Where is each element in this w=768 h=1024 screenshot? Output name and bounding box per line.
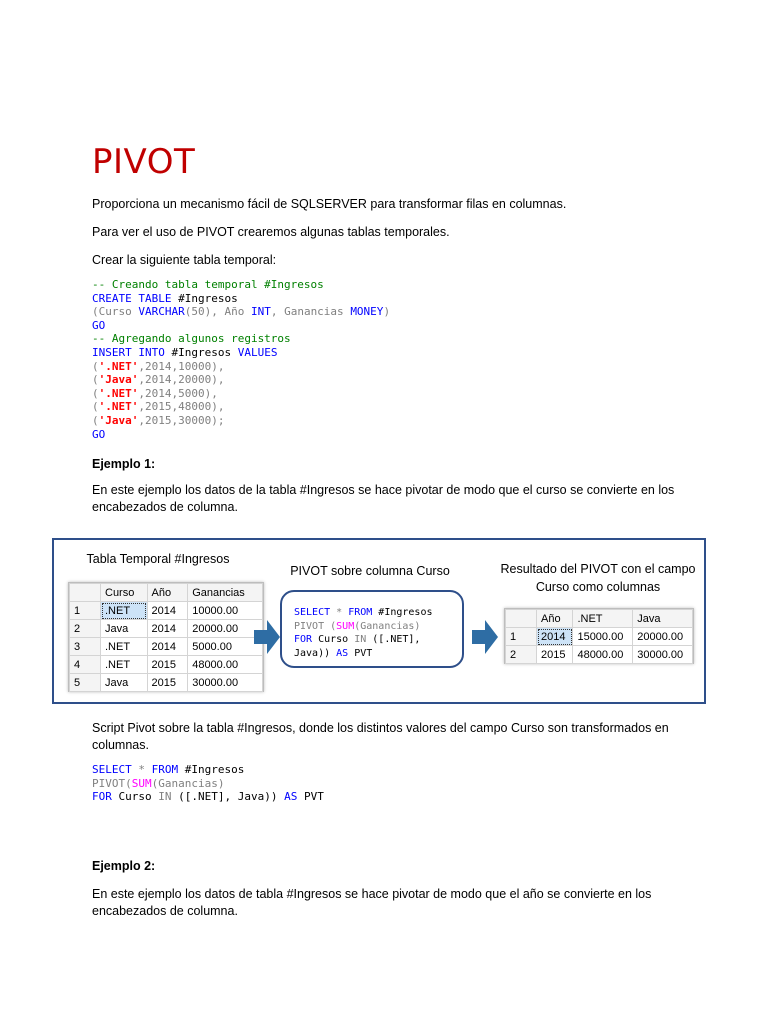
table-cell: 5000.00 [188, 638, 263, 656]
callout-code [294, 606, 433, 660]
code-keyword: CREATE [92, 291, 132, 305]
code-text: PIVOT ( [294, 620, 337, 632]
intro-text: Proporciona un mecanismo fácil de SQLSERVER para transformar filas en columnas. [92, 197, 567, 211]
table-row [506, 628, 693, 646]
row-number: 3 [70, 638, 101, 656]
code-function: SUM [336, 620, 355, 632]
header-rownum [506, 610, 537, 628]
table-cell: 2015 [147, 674, 188, 692]
header-cell: Curso [101, 584, 148, 602]
code-keyword: FOR [92, 790, 112, 804]
code-text: ,2014,10000), [138, 359, 225, 373]
table-row [70, 656, 263, 674]
code-keyword: VARCHAR [138, 305, 185, 319]
table-cell: 20000.00 [633, 628, 693, 646]
table-cell: 2014 [537, 628, 573, 646]
code-text: * [330, 607, 349, 618]
table-cell: .NET [101, 602, 148, 620]
code-text: ,2015,48000), [138, 400, 225, 414]
code-keyword: SELECT [92, 763, 132, 776]
code-block-create: -- Creando tabla temporal #Ingresos CREATE TABLE #Ingresos (Curso VARCHAR(50), Año INT, Ganancias MONEY) GO -- Agregando algunos registros INSERT INTO #Ingresos VALUES ('.NET',2014,10000), ('Java',2014,20000), ('.NET',2014,5000), ('.NET',2015,48000), ('Java',2015,30000); GO [92, 278, 391, 441]
code-keyword: INTO [138, 345, 165, 359]
table-cell: 2015 [537, 646, 573, 664]
code-string: '.NET' [98, 400, 139, 414]
table-cell: 48000.00 [188, 656, 263, 674]
header-cell: Año [537, 610, 573, 628]
table-header-row [70, 584, 263, 602]
ejemplo-2-text: En este ejemplo los datos de tabla #Ingresos se hace pivotar de modo que el año se convierte en los encabezados de columna. [92, 887, 652, 918]
header-cell: Java [633, 610, 693, 628]
code-text: (Curso [92, 305, 139, 319]
code-string: '.NET' [98, 359, 139, 373]
code-keyword: FOR [294, 634, 313, 645]
header-rownum [70, 584, 101, 602]
code-keyword: TABLE [138, 291, 172, 305]
caption-temp-table: Tabla Temporal #Ingresos [86, 552, 230, 566]
code-comment: -- Agregando algunos registros [92, 332, 291, 346]
row-number: 1 [506, 628, 537, 646]
header-cell: Ganancias [188, 584, 263, 602]
table-cell: 15000.00 [573, 628, 633, 646]
result-table [505, 609, 693, 664]
code-keyword: AS [284, 790, 298, 804]
code-text: #Ingresos [372, 607, 433, 618]
arrow-right-icon [472, 620, 498, 654]
code-text: (Ganancias) [354, 620, 421, 632]
code-string: 'Java' [98, 373, 139, 387]
table-cell: 2015 [147, 656, 188, 674]
table-row [70, 602, 263, 620]
page-title: PIVOT [92, 142, 196, 182]
caption-pivot: PIVOT sobre columna Curso [290, 564, 450, 578]
row-number: 5 [70, 674, 101, 692]
code-keyword: SELECT [294, 607, 331, 618]
code-text: ,2014,5000), [138, 386, 218, 400]
code-text: ) [383, 305, 391, 319]
code-text: ,2015,30000); [138, 413, 225, 427]
table-row [70, 638, 263, 656]
table-row [70, 674, 263, 692]
row-number: 4 [70, 656, 101, 674]
ejemplo-2-heading: Ejemplo 2: [92, 859, 156, 873]
header-cell: .NET [573, 610, 633, 628]
ejemplo-1-text: En este ejemplo los datos de la tabla #Ingresos se hace pivotar de modo que el curso se convierte en los encabezados de columna. [92, 483, 675, 514]
code-text: #Ingresos [164, 345, 238, 359]
code-keyword: INT [250, 305, 271, 319]
code-keyword: FROM [348, 607, 373, 618]
table-cell: 10000.00 [188, 602, 263, 620]
row-number: 2 [506, 646, 537, 664]
code-text: PVT [297, 790, 324, 804]
code-keyword: AS [336, 647, 349, 659]
code-keyword: GO [92, 318, 106, 332]
table-header-row [506, 610, 693, 628]
code-text: ([.NET], [366, 634, 421, 645]
table-cell: .NET [101, 638, 148, 656]
pivot-query-callout [280, 590, 464, 668]
code-text: ([.NET], Java)) [171, 790, 285, 804]
code-block-pivot [92, 763, 324, 804]
code-text: PVT [348, 647, 373, 659]
table-cell: 2014 [147, 638, 188, 656]
para-temp-tables: Para ver el uso de PIVOT crearemos algunas tablas temporales. [92, 225, 450, 239]
code-text: IN [158, 790, 172, 804]
code-text: (50), Año [184, 305, 251, 319]
code-text: , Ganancias [270, 305, 351, 319]
code-string: 'Java' [98, 413, 139, 427]
temp-table [69, 583, 263, 692]
code-keyword: MONEY [350, 305, 384, 319]
table-cell: Java [101, 674, 148, 692]
code-keyword: INSERT [92, 345, 132, 359]
temp-table-grid [68, 582, 264, 692]
table-cell: 48000.00 [573, 646, 633, 664]
code-function: SUM [131, 776, 152, 790]
table-cell: Java [101, 620, 148, 638]
code-text: (Ganancias) [151, 776, 225, 790]
code-text: #Ingresos [178, 763, 245, 776]
table-row [506, 646, 693, 664]
table-cell: 20000.00 [188, 620, 263, 638]
code-text: Curso [111, 790, 159, 804]
script-description: Script Pivot sobre la tabla #Ingresos, donde los distintos valores del campo Curso son transformados en columnas. [92, 721, 669, 752]
code-text: PIVOT( [92, 776, 132, 790]
code-text: IN [354, 634, 367, 645]
caption-result: Resultado del PIVOT con el campo Curso como columnas [500, 562, 696, 594]
ejemplo-1-heading: Ejemplo 1: [92, 457, 156, 471]
code-text: * [131, 763, 152, 776]
result-table-grid [504, 608, 694, 664]
code-keyword: FROM [151, 763, 179, 776]
code-text: ,2014,20000), [138, 373, 225, 387]
table-row [70, 620, 263, 638]
table-cell: 2014 [147, 620, 188, 638]
code-string: '.NET' [98, 386, 139, 400]
para-create-table: Crear la siguiente tabla temporal: [92, 253, 277, 267]
table-cell: 30000.00 [633, 646, 693, 664]
row-number: 2 [70, 620, 101, 638]
code-keyword: GO [92, 427, 106, 441]
row-number: 1 [70, 602, 101, 620]
code-keyword: VALUES [237, 345, 278, 359]
table-cell: 30000.00 [188, 674, 263, 692]
code-text: Java)) [294, 647, 337, 659]
code-text: Curso [312, 634, 355, 645]
header-cell: Año [147, 584, 188, 602]
code-comment: -- Creando tabla temporal #Ingresos [92, 278, 324, 291]
table-cell: 2014 [147, 602, 188, 620]
arrow-right-icon [254, 620, 280, 654]
table-cell: .NET [101, 656, 148, 674]
code-text: #Ingresos [171, 291, 238, 305]
